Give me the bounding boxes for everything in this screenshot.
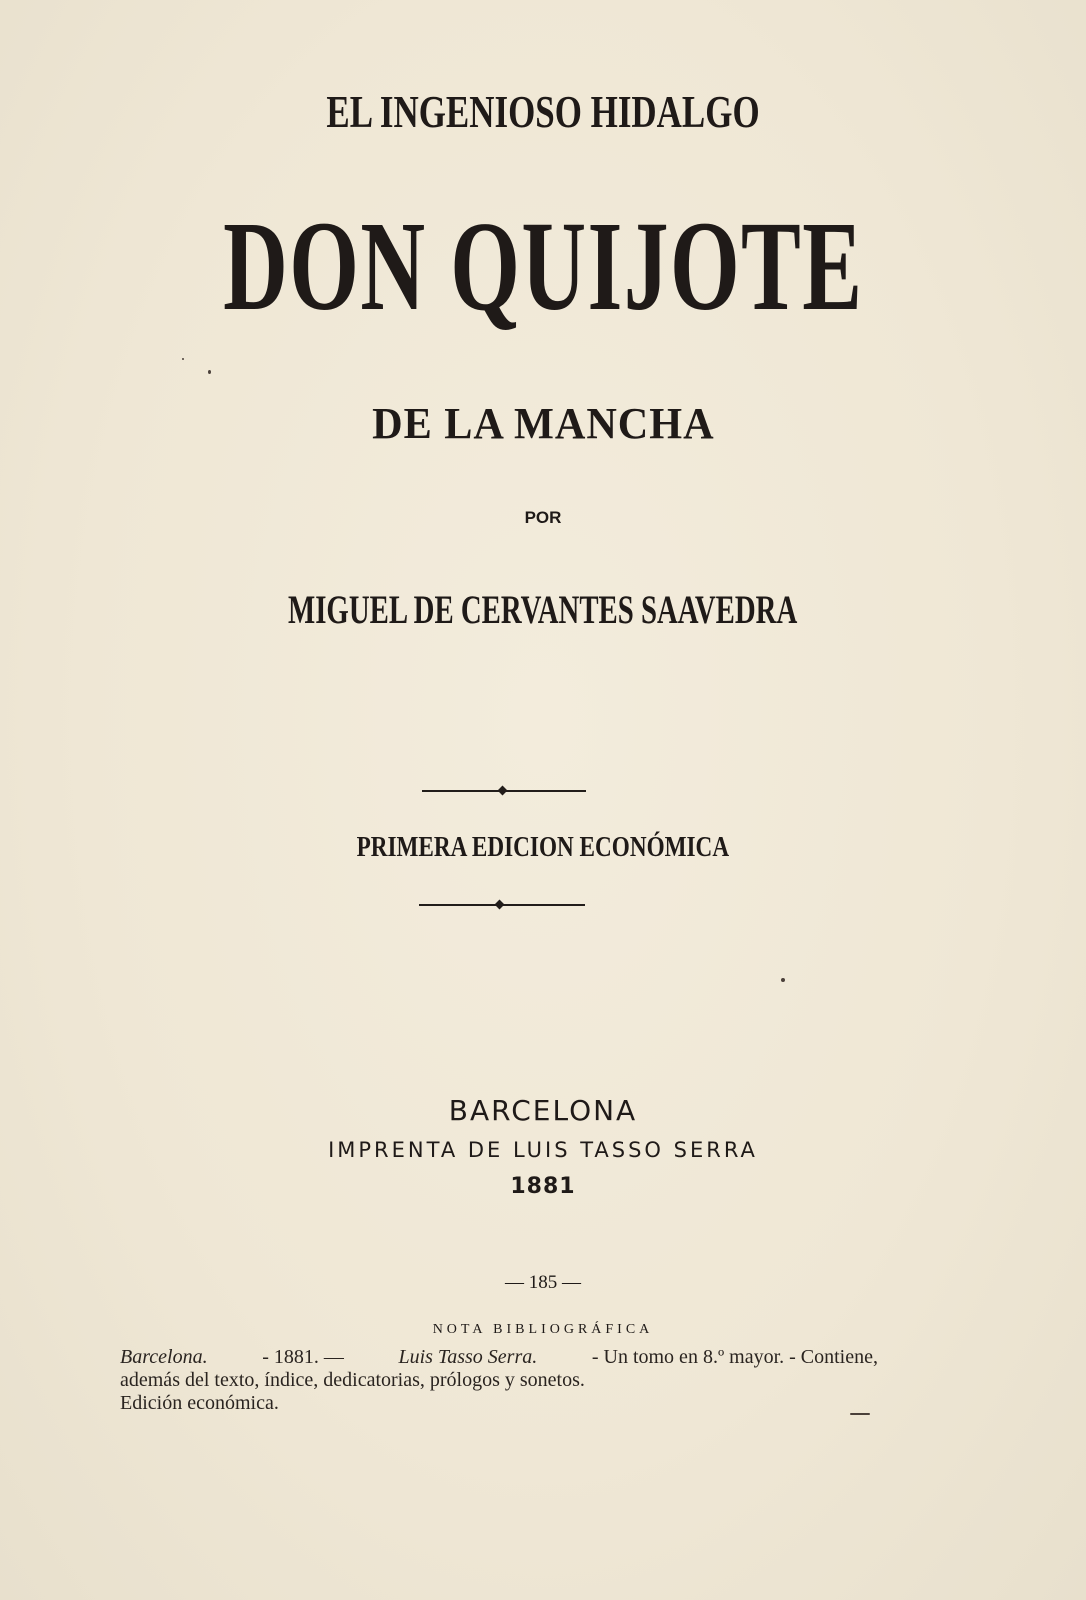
note-sep: - 1881. — — [262, 1346, 344, 1368]
heading-line1-text: EL INGENIOSO HIDALGO — [326, 86, 760, 137]
main-title — [0, 195, 1086, 337]
ink-speck — [781, 978, 785, 982]
imprint-printer: IMPRENTA DE LUIS TASSO SERRA — [328, 1138, 758, 1162]
author-text: MIGUEL DE CERVANTES SAAVEDRA — [288, 587, 798, 632]
title-line-el-ingenioso-hidalgo — [0, 84, 1086, 138]
title-line-de-la-mancha — [0, 398, 1086, 449]
note-line-2: además del texto, índice, dedicatorias, prólogos y sonetos. — [120, 1369, 585, 1391]
edition-text: PRIMERA EDICION ECONÓMICA — [356, 831, 730, 863]
bibliographic-note — [120, 1346, 980, 1415]
note-title: NOTA BIBLIOGRÁFICA — [432, 1322, 654, 1337]
imprint-year: 1881 — [510, 1174, 576, 1199]
note-rest-line1: - Un tomo en 8.º mayor. - Contiene, — [591, 1346, 878, 1368]
ink-speck — [182, 358, 184, 360]
note-printer: Luis Tasso Serra. — [398, 1346, 538, 1368]
note-line-1 — [120, 1346, 878, 1369]
main-title-text: DON QUIJOTE — [222, 195, 864, 337]
page-number: — 185 — — [505, 1272, 581, 1293]
note-line-3: Edición económica. — [120, 1392, 279, 1414]
author-name — [0, 586, 1086, 633]
ink-speck — [850, 1413, 870, 1415]
edition-statement — [0, 829, 1086, 864]
by-line: POR — [524, 508, 562, 527]
heading-line2-text: DE LA MANCHA — [371, 399, 715, 448]
note-place: Barcelona. — [120, 1346, 208, 1368]
imprint-city: BARCELONA — [448, 1094, 638, 1127]
ink-speck — [208, 370, 211, 374]
